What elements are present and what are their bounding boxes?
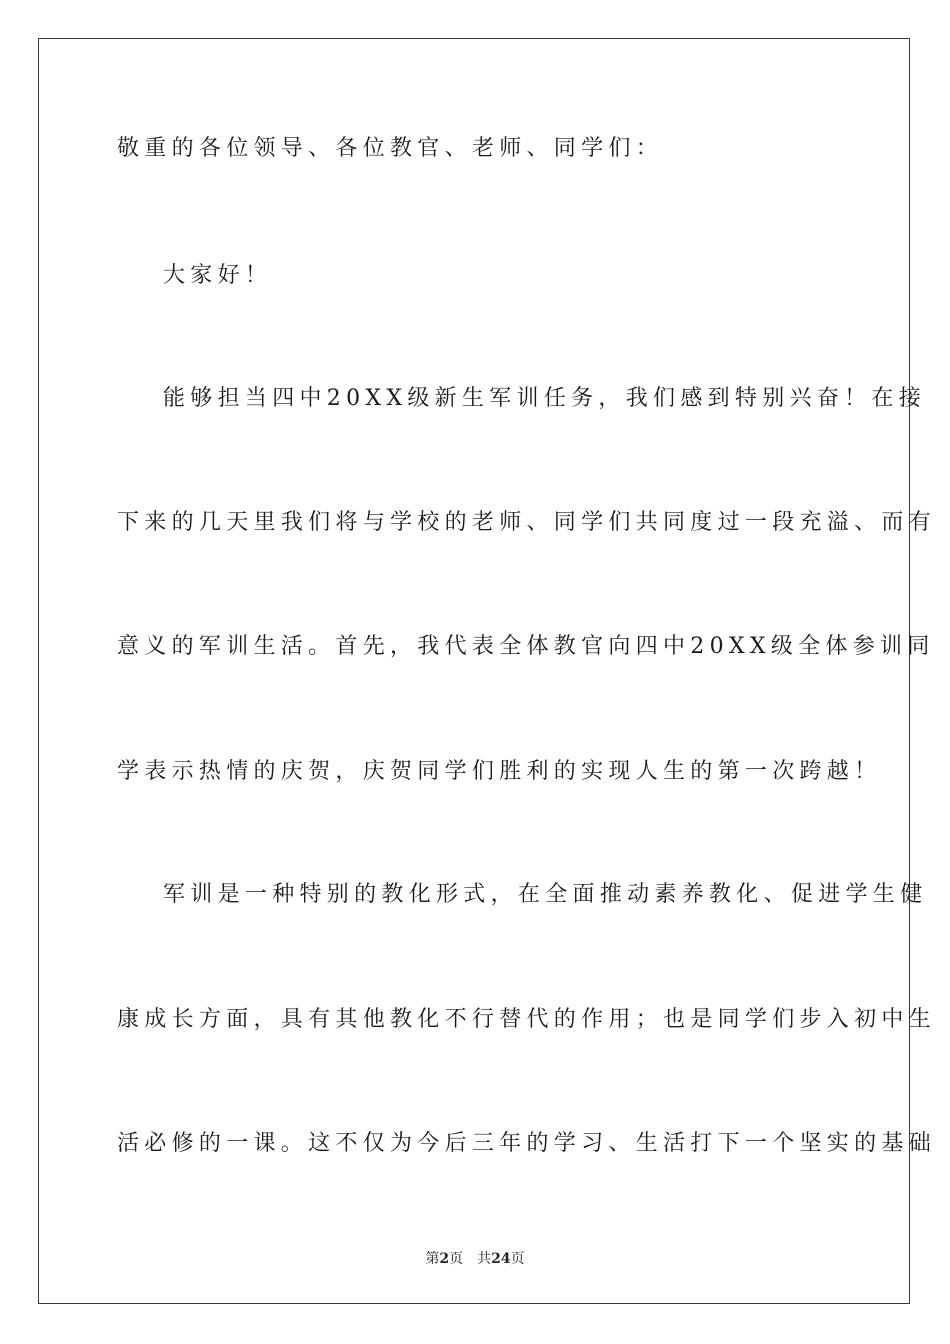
page-footer: [0, 1248, 950, 1268]
greeting-line: 大家好！: [163, 263, 273, 288]
footer-total-pages: 24: [491, 1251, 511, 1267]
footer-page-prefix: 第: [425, 1251, 440, 1267]
paragraph-line: 意义的军训生活。首先，我代表全体教官向四中20XX级全体参训同: [117, 634, 935, 659]
paragraph-line: 康成长方面，具有其他教化不行替代的作用；也是同学们步入初中生: [117, 1007, 937, 1032]
paragraph-line: 活必修的一课。这不仅为今后三年的学习、生活打下一个坚实的基础: [117, 1131, 937, 1156]
footer-total-suffix: 页: [510, 1251, 525, 1267]
salutation-line: 敬重的各位领导、各位教官、老师、同学们：: [117, 136, 664, 161]
paragraph-line: 下来的几天里我们将与学校的老师、同学们共同度过一段充溢、而有: [117, 510, 937, 535]
page-border: [38, 38, 910, 1304]
paragraph-line: 学表示热情的庆贺，庆贺同学们胜利的实现人生的第一次跨越！: [117, 759, 882, 784]
footer-total-prefix: 共: [477, 1251, 492, 1267]
paragraph-line: 军训是一种特别的教化形式，在全面推动素养教化、促进学生健: [163, 882, 928, 907]
footer-page-number: 2: [439, 1251, 450, 1267]
footer-page-suffix: 页: [449, 1251, 464, 1267]
paragraph-line: 能够担当四中20XX级新生军训任务，我们感到特别兴奋！在接: [163, 386, 927, 411]
